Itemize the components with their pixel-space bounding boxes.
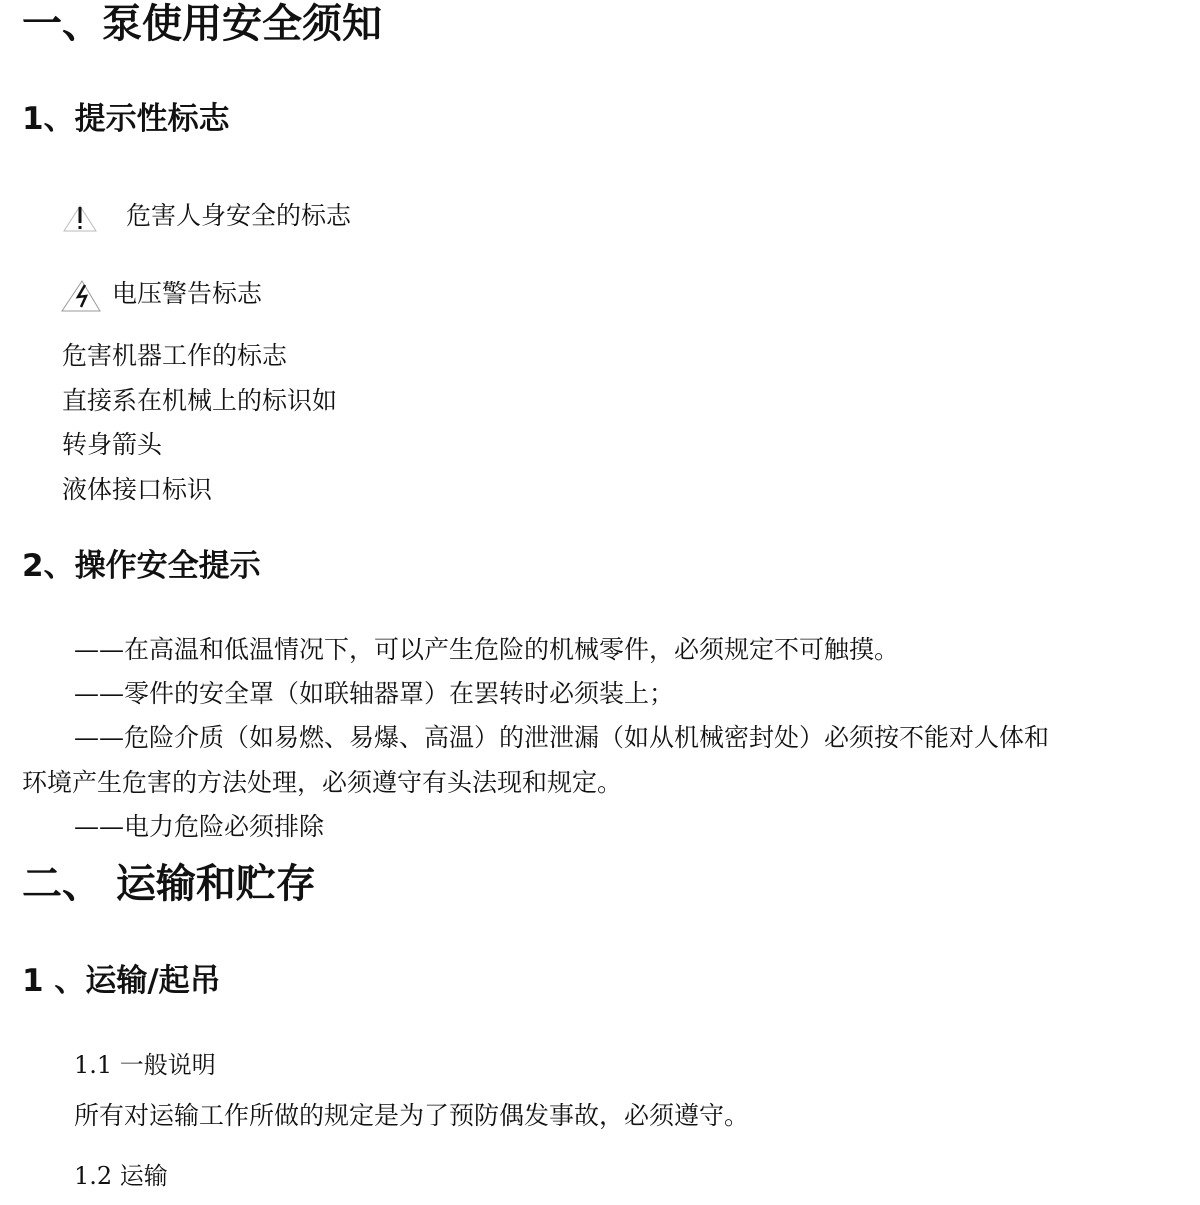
subsection-1-1-title: 1、提示性标志	[22, 101, 230, 137]
text-line: ——在高温和低温情况下，可以产生危险的机械零件，必须规定不可触摸。	[74, 635, 900, 664]
high-voltage-warning-icon	[60, 279, 102, 313]
subsection-1-2-title: 2、操作安全提示	[22, 548, 261, 584]
text-line: 转身箭头	[62, 430, 163, 459]
section-2-title: 二、 运输和贮存	[22, 861, 316, 907]
sign-text: 危害人身安全的标志	[125, 201, 351, 230]
text-line: ——零件的安全罩（如联轴器罩）在罢转时必须装上；	[74, 679, 675, 708]
sign-text: 电压警告标志	[111, 279, 262, 308]
text-line: 液体接口标识	[62, 475, 213, 504]
sign-item-personal-safety	[60, 200, 351, 233]
text-line: ——电力危险必须排除	[74, 812, 325, 841]
text-line: 危害机器工作的标志	[62, 341, 288, 370]
text-line: 所有对运输工作所做的规定是为了预防偶发事故，必须遵守。	[74, 1101, 750, 1130]
exclamation-warning-icon	[60, 203, 100, 233]
item-label: 1.1 一般说明	[74, 1051, 216, 1079]
sign-item-voltage	[60, 278, 262, 313]
text-line: 环境产生危害的方法处理，必须遵守有头法现和规定。	[22, 768, 623, 797]
subsection-2-1-title: 1 、运输/起吊	[22, 963, 221, 999]
text-line: 直接系在机械上的标识如	[62, 386, 338, 415]
item-label: 1.2 运输	[74, 1162, 168, 1190]
section-1-title: 一、泵使用安全须知	[22, 1, 382, 47]
text-line: ——危险介质（如易燃、易爆、高温）的泄泄漏（如从机械密封处）必须按不能对人体和	[74, 723, 1050, 752]
